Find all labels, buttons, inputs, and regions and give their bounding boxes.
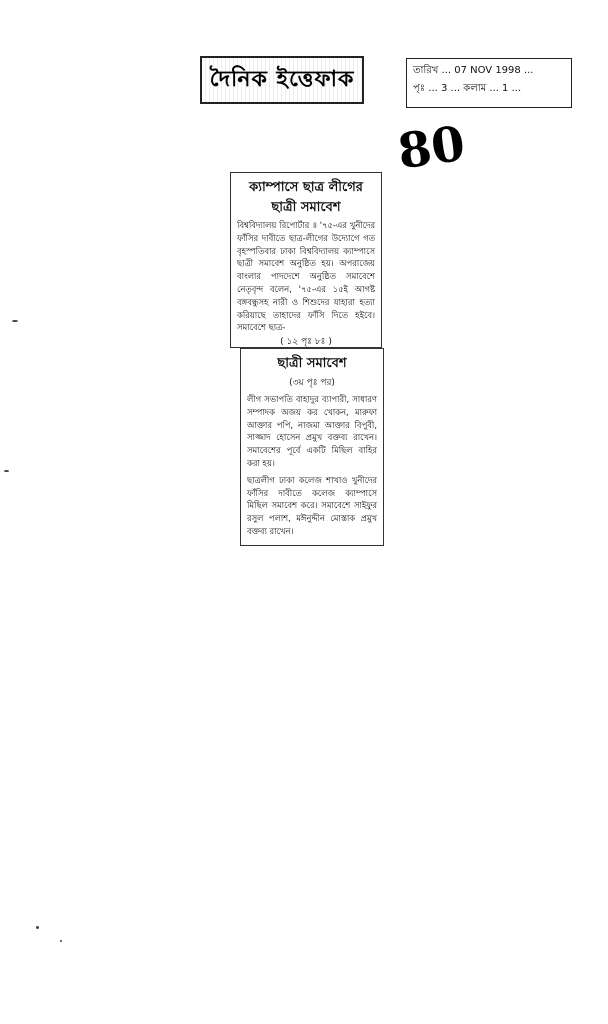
scan-speck xyxy=(60,940,62,942)
clip2-headline: ছাত্রী সমাবেশ xyxy=(277,356,347,371)
stamp-date-row: তারিখ ... 07 NOV 1998 ... xyxy=(413,65,534,76)
masthead-title: দৈনিক ইত্তেফাক xyxy=(209,66,355,92)
news-clipping-2 xyxy=(240,348,384,546)
newspaper-masthead xyxy=(200,56,364,104)
clip1-body: বিশ্ববিদ্যালয় রিপোর্টার ॥ '৭৫-এর খুনীদের ফাঁসির দাবীতে ছাত্র-লীগের উদ্যোগে গত বৃহস্পতিবার ঢাকা বিশ্ববিদ্যালয় ক্যাম্পাসে ছাত্রী সমাবেশ অনুষ্ঠিত হয়। অপরাজেয় বাংলার পাদদেশে অনুষ্ঠিত সমাবেশে নেতৃবৃন্দ বলেন, '৭৫-এর ১৫ই আগষ্ট বঙ্গবন্ধুসহ নারী ও শিশুদের যাহারা হত্যা করিয়াছে তাহাদের ফাঁসি দিতে হইবে। সমাবেশে ছাত্র- xyxy=(237,220,375,333)
clip2-paragraph-1: লীগ সভাপতি বাহাদুর ব্যাপারী, সাধারণ সম্পাদক অজয় কর খোকন, মারুফা আক্তার পপি, নাজমা আক্তার বিপুবী, সাজ্জাদ হোসেন প্রমুখ বক্তব্য রাখেন। সমাবেশের পূর্বে একটি মিছিল বাহির করা হয়। xyxy=(247,394,377,468)
handwritten-number: 80 xyxy=(394,115,469,181)
clip1-continued: ( ১২ পৃঃ ৮ঃ ) xyxy=(280,337,332,348)
scan-speck xyxy=(4,470,9,472)
scan-speck xyxy=(12,320,18,322)
news-clipping-1 xyxy=(230,172,382,348)
clip1-headline-line1: ক্যাম্পাসে ছাত্র লীগের xyxy=(249,180,363,195)
clip2-subheading: (৩য় পৃঃ পর) xyxy=(289,378,335,388)
clip2-paragraph-2: ছাত্রলীগ ঢাকা কলেজ শাখাও খুনীদের ফাঁসির দাবীতে কলেজ ক্যাম্পাসে মিছিল সমাবেশ করে। সমাবেশে সাইফুর রসুল পলাশ, মঈনুদ্দীন মোস্তাক প্রমুখ বক্তব্য রাখেন। xyxy=(247,474,377,536)
date-stamp xyxy=(406,58,572,108)
stamp-page-row: পৃঃ ... 3 ... কলাম ... 1 ... xyxy=(413,83,522,94)
scan-speck xyxy=(36,926,39,929)
clip1-headline-line2: ছাত্রী সমাবেশ xyxy=(271,200,341,215)
